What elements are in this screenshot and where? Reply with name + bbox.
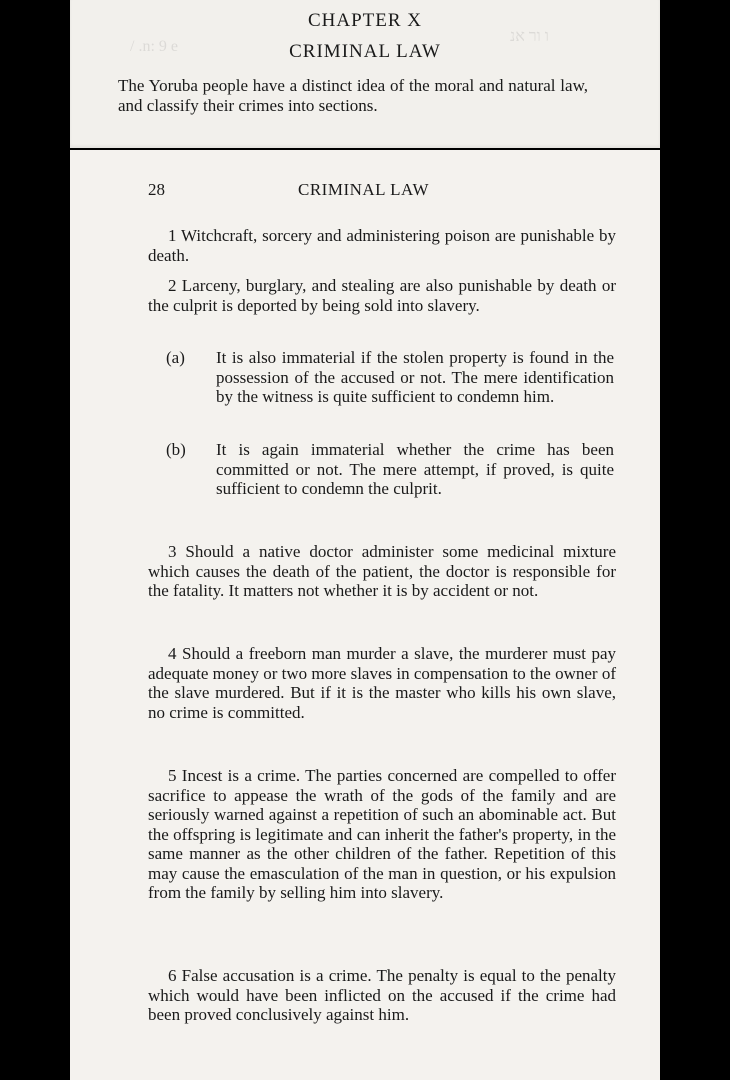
page-number: 28 — [148, 180, 165, 199]
section-1 — [148, 226, 616, 265]
bleed-through-text: / .n: 9 e — [130, 38, 178, 55]
subsection-text: It is again immaterial whether the crime has been committed or not. The mere attempt, if proved, is quite sufficient to condemn the culprit. — [216, 440, 614, 498]
main-page — [70, 150, 660, 1080]
running-title: CRIMINAL LAW — [298, 180, 430, 199]
section-text: 3 Should a native doctor administer some medicinal mixture which causes the death of the patient, the doctor is responsible for the fatality. It matters not whether it is by accident or not. — [148, 542, 616, 600]
subsection-a — [166, 348, 616, 428]
section-text: 5 Incest is a crime. The parties concerned are compelled to offer sacrifice to appease the wrath of the gods of the family and are seriously warned against a repetition of such an abominable act. But the offspring is legitimate and can inherit the father's property, in the same manner as the other children of the father. Repetition of this may cause the emasculation of the man in question, or his expulsion from the family by selling him into slavery. — [148, 766, 616, 902]
subsection-label: (b) — [166, 440, 186, 459]
section-2 — [148, 276, 616, 315]
section-6 — [148, 966, 616, 1025]
subsection-b — [166, 440, 616, 520]
chapter-heading: CHAPTER X — [307, 10, 423, 31]
section-5 — [148, 766, 616, 903]
subsection-text: It is also immaterial if the stolen property is found in the possession of the accused or not. The mere identification by the witness is quite sufficient to condemn him. — [216, 348, 614, 406]
intro-paragraph: The Yoruba people have a distinct idea of the moral and natural law, and classify their crimes into sections. — [118, 76, 588, 115]
section-text: 2 Larceny, burglary, and stealing are also punishable by death or the culprit is deported by being sold into slavery. — [148, 276, 616, 315]
section-text: 6 False accusation is a crime. The penalty is equal to the penalty which would have been inflicted on the accused if the crime had been proved conclusively against him. — [148, 966, 616, 1024]
section-3 — [148, 542, 616, 601]
top-page — [70, 0, 660, 148]
section-text: 4 Should a freeborn man murder a slave, the murderer must pay adequate money or two more slaves in compensation to the owner of the slave murdered. But if it is the master who kills his own slave, no crime is committed. — [148, 644, 616, 722]
subsection-label: (a) — [166, 348, 185, 367]
section-text: 1 Witchcraft, sorcery and administering poison are punishable by death. — [148, 226, 616, 265]
chapter-title: CRIMINAL LAW — [289, 41, 441, 62]
bleed-through-text: ו ור אנ — [510, 28, 549, 45]
section-4 — [148, 644, 616, 722]
